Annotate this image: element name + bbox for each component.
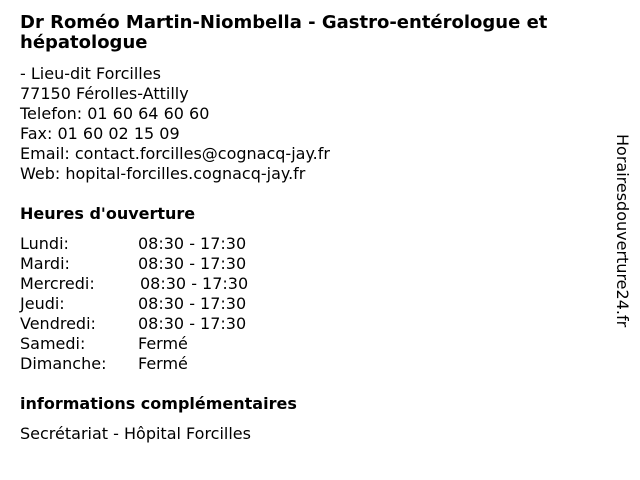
- hours-value: 08:30 - 17:30: [138, 314, 247, 333]
- hours-value: Fermé: [138, 334, 188, 353]
- hours-value: 08:30 - 17:30: [138, 234, 247, 253]
- watermark-text: Horairesdouverture24.fr: [613, 134, 632, 328]
- hours-value: 08:30 - 17:30: [140, 274, 249, 293]
- fax-number: Fax: 01 60 02 15 09: [20, 124, 180, 143]
- opening-hours-heading: Heures d'ouverture: [20, 204, 196, 223]
- hours-value: Fermé: [138, 354, 188, 373]
- email-address[interactable]: Email: contact.forcilles@cognacq-jay.fr: [20, 144, 330, 163]
- day-label: Jeudi:: [20, 294, 65, 313]
- hours-row-sunday: [20, 354, 320, 374]
- site-watermark: [612, 134, 632, 374]
- city-address: 77150 Férolles-Attilly: [20, 84, 189, 103]
- opening-hours-table: [20, 234, 320, 374]
- hours-row-friday: [20, 314, 320, 334]
- day-label: Vendredi:: [20, 314, 96, 333]
- additional-info-text: Secrétariat - Hôpital Forcilles: [20, 424, 251, 443]
- hours-row-saturday: [20, 334, 320, 354]
- website-url[interactable]: Web: hopital-forcilles.cognacq-jay.fr: [20, 164, 306, 183]
- street-address: - Lieu-dit Forcilles: [20, 64, 161, 83]
- hours-value: 08:30 - 17:30: [138, 254, 247, 273]
- day-label: Mardi:: [20, 254, 70, 273]
- day-label: Dimanche:: [20, 354, 107, 373]
- day-label: Lundi:: [20, 234, 69, 253]
- day-label: Samedi:: [20, 334, 86, 353]
- hours-row-tuesday: [20, 254, 320, 274]
- phone-number[interactable]: Telefon: 01 60 64 60 60: [20, 104, 210, 123]
- page-title: Dr Roméo Martin-Niombella - Gastro-entérologue et hépatologue: [20, 12, 548, 53]
- hours-row-thursday: [20, 294, 320, 314]
- additional-info-heading: informations complémentaires: [20, 394, 297, 413]
- hours-row-monday: [20, 234, 320, 254]
- hours-value: 08:30 - 17:30: [138, 294, 247, 313]
- contact-block: [20, 64, 330, 184]
- hours-row-wednesday: [20, 274, 320, 294]
- day-label: Mercredi:: [20, 274, 95, 293]
